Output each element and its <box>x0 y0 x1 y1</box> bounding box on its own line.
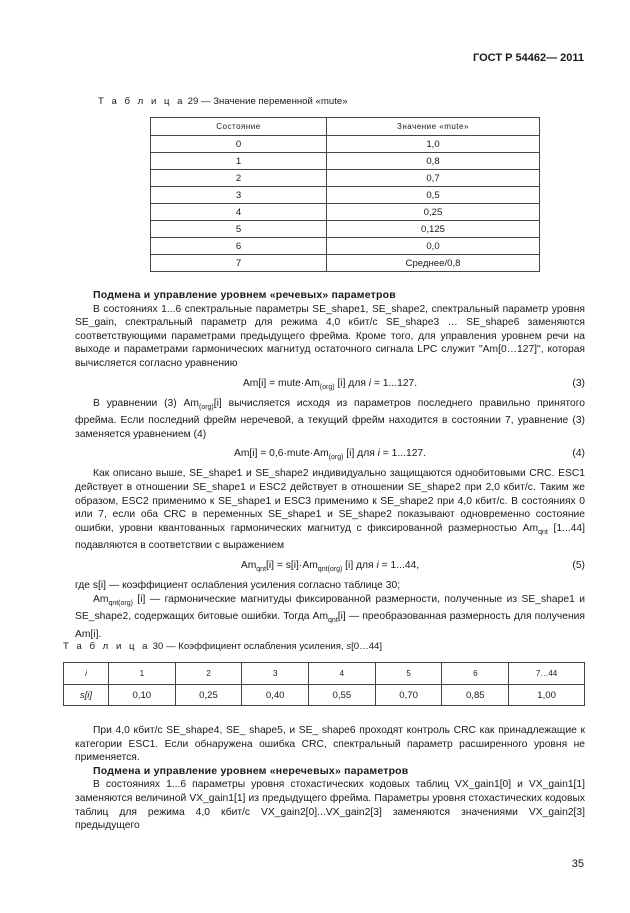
eq-var: i <box>377 448 380 460</box>
caption-prefix: Т а б л и ц а <box>98 96 185 107</box>
table-cell: 0,5 <box>327 187 540 204</box>
table-cell: 0,25 <box>327 204 540 221</box>
table-cell: 0,0 <box>327 238 540 255</box>
eq-part: Am[i] = 0,6·mute·Am <box>233 448 329 460</box>
eq-part: = 1...127. <box>379 448 427 460</box>
equation-number: (4) <box>572 448 585 460</box>
text: В уравнении (3) Am <box>93 397 199 409</box>
text: [i] — преобразованная размерность для получения Am[i]. <box>75 611 586 640</box>
text: [1...44] подавляются в соответствии с выражением <box>75 522 585 552</box>
table-cell: 0,70 <box>375 685 442 706</box>
table-cell: 2 <box>151 170 327 187</box>
equation-4 <box>75 441 585 467</box>
sub: (org) <box>198 403 214 411</box>
column-header: i <box>64 663 109 685</box>
table-cell: 0,125 <box>327 221 540 238</box>
eq-var: i <box>368 377 372 389</box>
table-cell: 1,00 <box>509 685 585 706</box>
table-cell: 0 <box>151 136 327 153</box>
table-cell: 7 <box>151 255 327 272</box>
equation-3 <box>75 371 585 397</box>
eq-part: Am[i] = mute·Am <box>242 377 320 389</box>
table-cell: 0,55 <box>309 685 376 706</box>
table-cell: 0,40 <box>242 685 309 706</box>
column-header: 2 <box>175 663 242 685</box>
caption-prefix: Т а б л и ц а <box>63 641 150 652</box>
eq-sub: qnt <box>256 566 267 574</box>
table-29 <box>150 117 540 272</box>
paragraph: В состояниях 1...6 параметры уровня стохастических кодовых таблиц VX_gain1[0] и VX_gain1[1] заменяются величиной VX_gain1[1] из предыдущего фрейма. Параметры уровня стохастических кодовых таблиц для режима 4,0 кбит/с VX_gain2[0]...VX_gain2[3] заменяются значениями VX_gain2[3] предыдущего <box>75 779 585 832</box>
paragraph <box>75 397 585 442</box>
table-row <box>151 255 540 272</box>
table-row <box>151 170 540 187</box>
table-header-row <box>64 663 585 685</box>
paragraph: где s[i] — коэффициент ослабления усиления согласно таблице 30; <box>75 580 401 591</box>
table-row <box>64 685 585 706</box>
sub: qnt(org) <box>108 599 133 607</box>
sub: qnt <box>538 528 548 536</box>
eq-part: = 1...127. <box>371 377 418 389</box>
caption-text: [0…44] <box>351 641 383 652</box>
paragraph <box>75 593 585 642</box>
table-29-caption <box>98 96 348 107</box>
document-header: ГОСТ Р 54462— 2011 <box>473 52 584 64</box>
caption-text: 30 — Коэффициент ослабления усиления, <box>149 641 347 652</box>
column-header: 4 <box>309 663 376 685</box>
table-cell: 0,25 <box>175 685 242 706</box>
eq-sub: (org) <box>328 454 344 462</box>
eq-part: [i] для <box>343 448 378 460</box>
column-header: 5 <box>375 663 442 685</box>
eq-part: [i] для <box>342 560 377 571</box>
text: [i] — гармонические магнитуды фиксированной размерности, полученные из SE_shape1 и SE_shape2, содержащих битовые ошибки. Тогда Am <box>75 593 585 623</box>
section-heading: Подмена и управление уровнем «неречевых» параметров <box>93 764 409 777</box>
eq-part: = 1...44, <box>378 560 420 571</box>
column-header: 3 <box>242 663 309 685</box>
table-30 <box>63 662 585 706</box>
table-30-caption <box>63 641 382 652</box>
text: Как описано выше, SE_shape1 и SE_shape2 индивидуально защищаются однобитовыми CRC. ESC1 действует в отношении SE_shape1 и ESC2 действует в отношении SE_shape2 при 2,0 кбит/с. Таким же образом, ESC2 применимо к SE_shape1 и ESC3 применимо к SE_shape2 при 4,0 кбит/с. В состояниях 0 или 7, если оба CRC в переменных SE_shape1 и SE_shape2 показывают одновременно состояние ошибки, уровни квантованных гармонических магнитуд с фиксированной размерностью Am <box>75 468 585 534</box>
page-number: 35 <box>571 858 584 870</box>
table-cell: 0,85 <box>442 685 509 706</box>
table-cell: 0,7 <box>327 170 540 187</box>
table-cell: 0,8 <box>327 153 540 170</box>
caption-var: s <box>346 641 352 652</box>
equation-5 <box>75 553 585 579</box>
column-header: Состояние <box>151 118 327 136</box>
table-row <box>151 238 540 255</box>
eq-part: [i] = s[i]·Am <box>266 560 318 571</box>
table-cell: 1,0 <box>327 136 540 153</box>
paragraph <box>75 467 585 553</box>
row-label: s[i] <box>64 685 109 706</box>
table-cell: 3 <box>151 187 327 204</box>
table-header-row <box>151 118 540 136</box>
column-header: 1 <box>108 663 175 685</box>
column-header: 6 <box>442 663 509 685</box>
table-row <box>151 187 540 204</box>
column-header: Значение «mute» <box>327 118 540 136</box>
sub: qnt <box>328 617 338 625</box>
eq-var: i <box>376 560 379 571</box>
caption-text: 29 — Значение переменной «mute» <box>184 96 348 107</box>
section-nonspeech-params <box>75 724 585 833</box>
table-cell: Среднее/0,8 <box>327 255 540 272</box>
table-row <box>151 136 540 153</box>
eq-sub: (org) <box>319 383 335 391</box>
section-heading: Подмена и управление уровнем «речевых» параметров <box>93 289 396 301</box>
eq-part: [i] для <box>334 377 369 389</box>
section-speech-params <box>75 289 585 641</box>
table-cell: 5 <box>151 221 327 238</box>
paragraph: При 4,0 кбит/с SE_shape4, SE_ shape5, и SE_ shape6 проходят контроль CRC как принадлежащие к категории ESC1. Если обнаружена ошибка CRC, спектральный параметр расширенного уровня не применяется. <box>75 725 585 764</box>
table-cell: 4 <box>151 204 327 221</box>
text: Am <box>93 593 109 605</box>
eq-sub: qnt(org) <box>317 566 343 574</box>
table-cell: 6 <box>151 238 327 255</box>
table-row <box>151 204 540 221</box>
table-cell: 0,10 <box>108 685 175 706</box>
equation-number: (3) <box>572 377 585 389</box>
column-header: 7…44 <box>509 663 585 685</box>
table-row <box>151 221 540 238</box>
text: [i] вычисляется исходя из параметров последнего правильно принятого фрейма. Если последний фрейм неречевой, а текущий фрейм находится в состоянии 7, уравнение (3) заменяется уравнением (4) <box>75 397 585 440</box>
equation-number: (5) <box>572 560 585 571</box>
table-row <box>151 153 540 170</box>
paragraph: В состояниях 1...6 спектральные параметры SE_shape1, SE_shape2, спектральный параметр уровня SE_gain, спектральный параметр для режима 4,0 кбит/с SE_shape3 … SE_shape6 заменяются соответствующими параметрами предыдущего фрейма. Кроме того, для управления уровнем речи на выходе и параметрами гармонических магнитуд остаточного сигнала LPC служит "Am[0…127]", которая вычисляется согласно уравнению <box>75 303 585 369</box>
eq-part: Am <box>240 560 257 571</box>
table-cell: 1 <box>151 153 327 170</box>
